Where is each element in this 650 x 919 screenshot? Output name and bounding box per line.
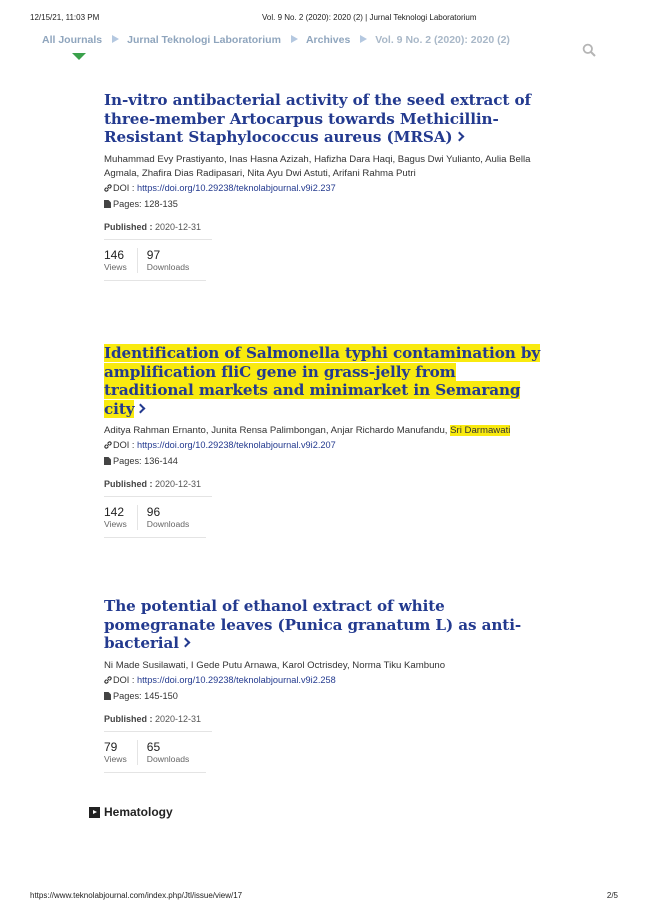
- views-stat: 142 Views: [104, 505, 127, 529]
- breadcrumb-arrow-icon: [291, 35, 298, 43]
- print-datetime: 12/15/21, 11:03 PM: [30, 13, 100, 22]
- views-stat: 146 Views: [104, 247, 127, 272]
- file-icon: [104, 690, 113, 705]
- print-footer: [30, 891, 620, 903]
- article-doi: DOI : https://doi.org/10.29238/teknolabjournal.v9i2.237: [104, 181, 544, 197]
- doi-link[interactable]: https://doi.org/10.29238/teknolabjournal.v9i2.258: [137, 674, 336, 685]
- views-stat: 79 Views: [104, 739, 127, 764]
- file-icon: [104, 198, 113, 213]
- article-pages: Pages: 145-150: [104, 689, 544, 705]
- link-icon: [104, 674, 113, 689]
- article-published: Published : 2020-12-31: [104, 479, 212, 497]
- article-item: [104, 597, 544, 773]
- downloads-stat: 96 Downloads: [137, 505, 200, 530]
- breadcrumb-arrow-icon: [112, 35, 119, 43]
- article-title[interactable]: The potential of ethanol extract of white pomegranate leaves (Punica granatum L) as anti-bacterial: [104, 597, 522, 652]
- search-icon[interactable]: [582, 43, 596, 57]
- breadcrumb-archives[interactable]: Archives: [305, 34, 351, 46]
- article-stats: [104, 505, 206, 538]
- doi-link[interactable]: https://doi.org/10.29238/teknolabjournal.v9i2.237: [137, 182, 336, 193]
- article-stats: [104, 740, 206, 773]
- article-authors: Muhammad Evy Prastiyanto, Inas Hasna Azizah, Hafizha Dara Haqi, Bagus Dwi Yulianto, Aulia Bella Agmala, Zhafira Dias Radipasari, Nita Ayu Dwi Astuti, Arifani Rahma Putri: [104, 153, 531, 179]
- print-url: https://www.teknolabjournal.com/index.php/Jtl/issue/view/17: [30, 891, 243, 900]
- play-square-icon: [89, 807, 100, 818]
- section-heading: Hematology: [89, 805, 173, 819]
- article-doi: DOI : https://doi.org/10.29238/teknolabjournal.v9i2.258: [104, 673, 544, 689]
- article-stats: [104, 248, 206, 281]
- breadcrumb: [42, 34, 510, 46]
- article-item: [104, 344, 544, 538]
- doi-link[interactable]: https://doi.org/10.29238/teknolabjournal.v9i2.207: [137, 440, 336, 450]
- article-authors: Aditya Rahman Ernanto, Junita Rensa Palimbongan, Anjar Richardo Manufandu, Sri Darmawati: [104, 425, 511, 436]
- article-title[interactable]: In-vitro antibacterial activity of the seed extract of three-member Artocarpus towards Methicillin-Resistant Staphylococcus aureus (MRSA): [104, 91, 531, 146]
- link-icon: [104, 439, 113, 454]
- print-header: [30, 13, 620, 25]
- article-pages: Pages: 128-135: [104, 197, 544, 213]
- article-published: Published : 2020-12-31: [104, 222, 212, 240]
- article-doi: DOI : https://doi.org/10.29238/teknolabjournal.v9i2.207: [104, 438, 544, 454]
- breadcrumb-all-journals[interactable]: All Journals: [42, 34, 103, 46]
- file-icon: [104, 455, 113, 470]
- article-title[interactable]: Identification of Salmonella typhi contamination by amplification fliC gene in grass-jelly from traditional markets and minimarket in Semarang city: [104, 344, 541, 418]
- article-published: Published : 2020-12-31: [104, 714, 212, 732]
- article-authors: Ni Made Susilawati, I Gede Putu Arnawa, Karol Octrisdey, Norma Tiku Kambuno: [104, 659, 446, 671]
- chevron-right-icon: [136, 403, 146, 413]
- print-page-number: 2/5: [606, 891, 618, 900]
- downloads-stat: 65 Downloads: [137, 740, 200, 765]
- print-page-title: Vol. 9 No. 2 (2020): 2020 (2) | Jurnal Teknologi Laboratorium: [262, 13, 477, 22]
- link-icon: [104, 182, 113, 197]
- article-pages: Pages: 136-144: [104, 454, 544, 470]
- breadcrumb-arrow-icon: [360, 35, 367, 43]
- breadcrumb-current: Vol. 9 No. 2 (2020): 2020 (2): [375, 34, 510, 46]
- article-item: [104, 91, 544, 281]
- chevron-right-icon: [180, 638, 190, 648]
- chevron-right-icon: [454, 132, 464, 142]
- breadcrumb-journal[interactable]: Jurnal Teknologi Laboratorium: [127, 34, 281, 46]
- downloads-stat: 97 Downloads: [137, 248, 200, 273]
- caret-down-icon[interactable]: [72, 53, 86, 60]
